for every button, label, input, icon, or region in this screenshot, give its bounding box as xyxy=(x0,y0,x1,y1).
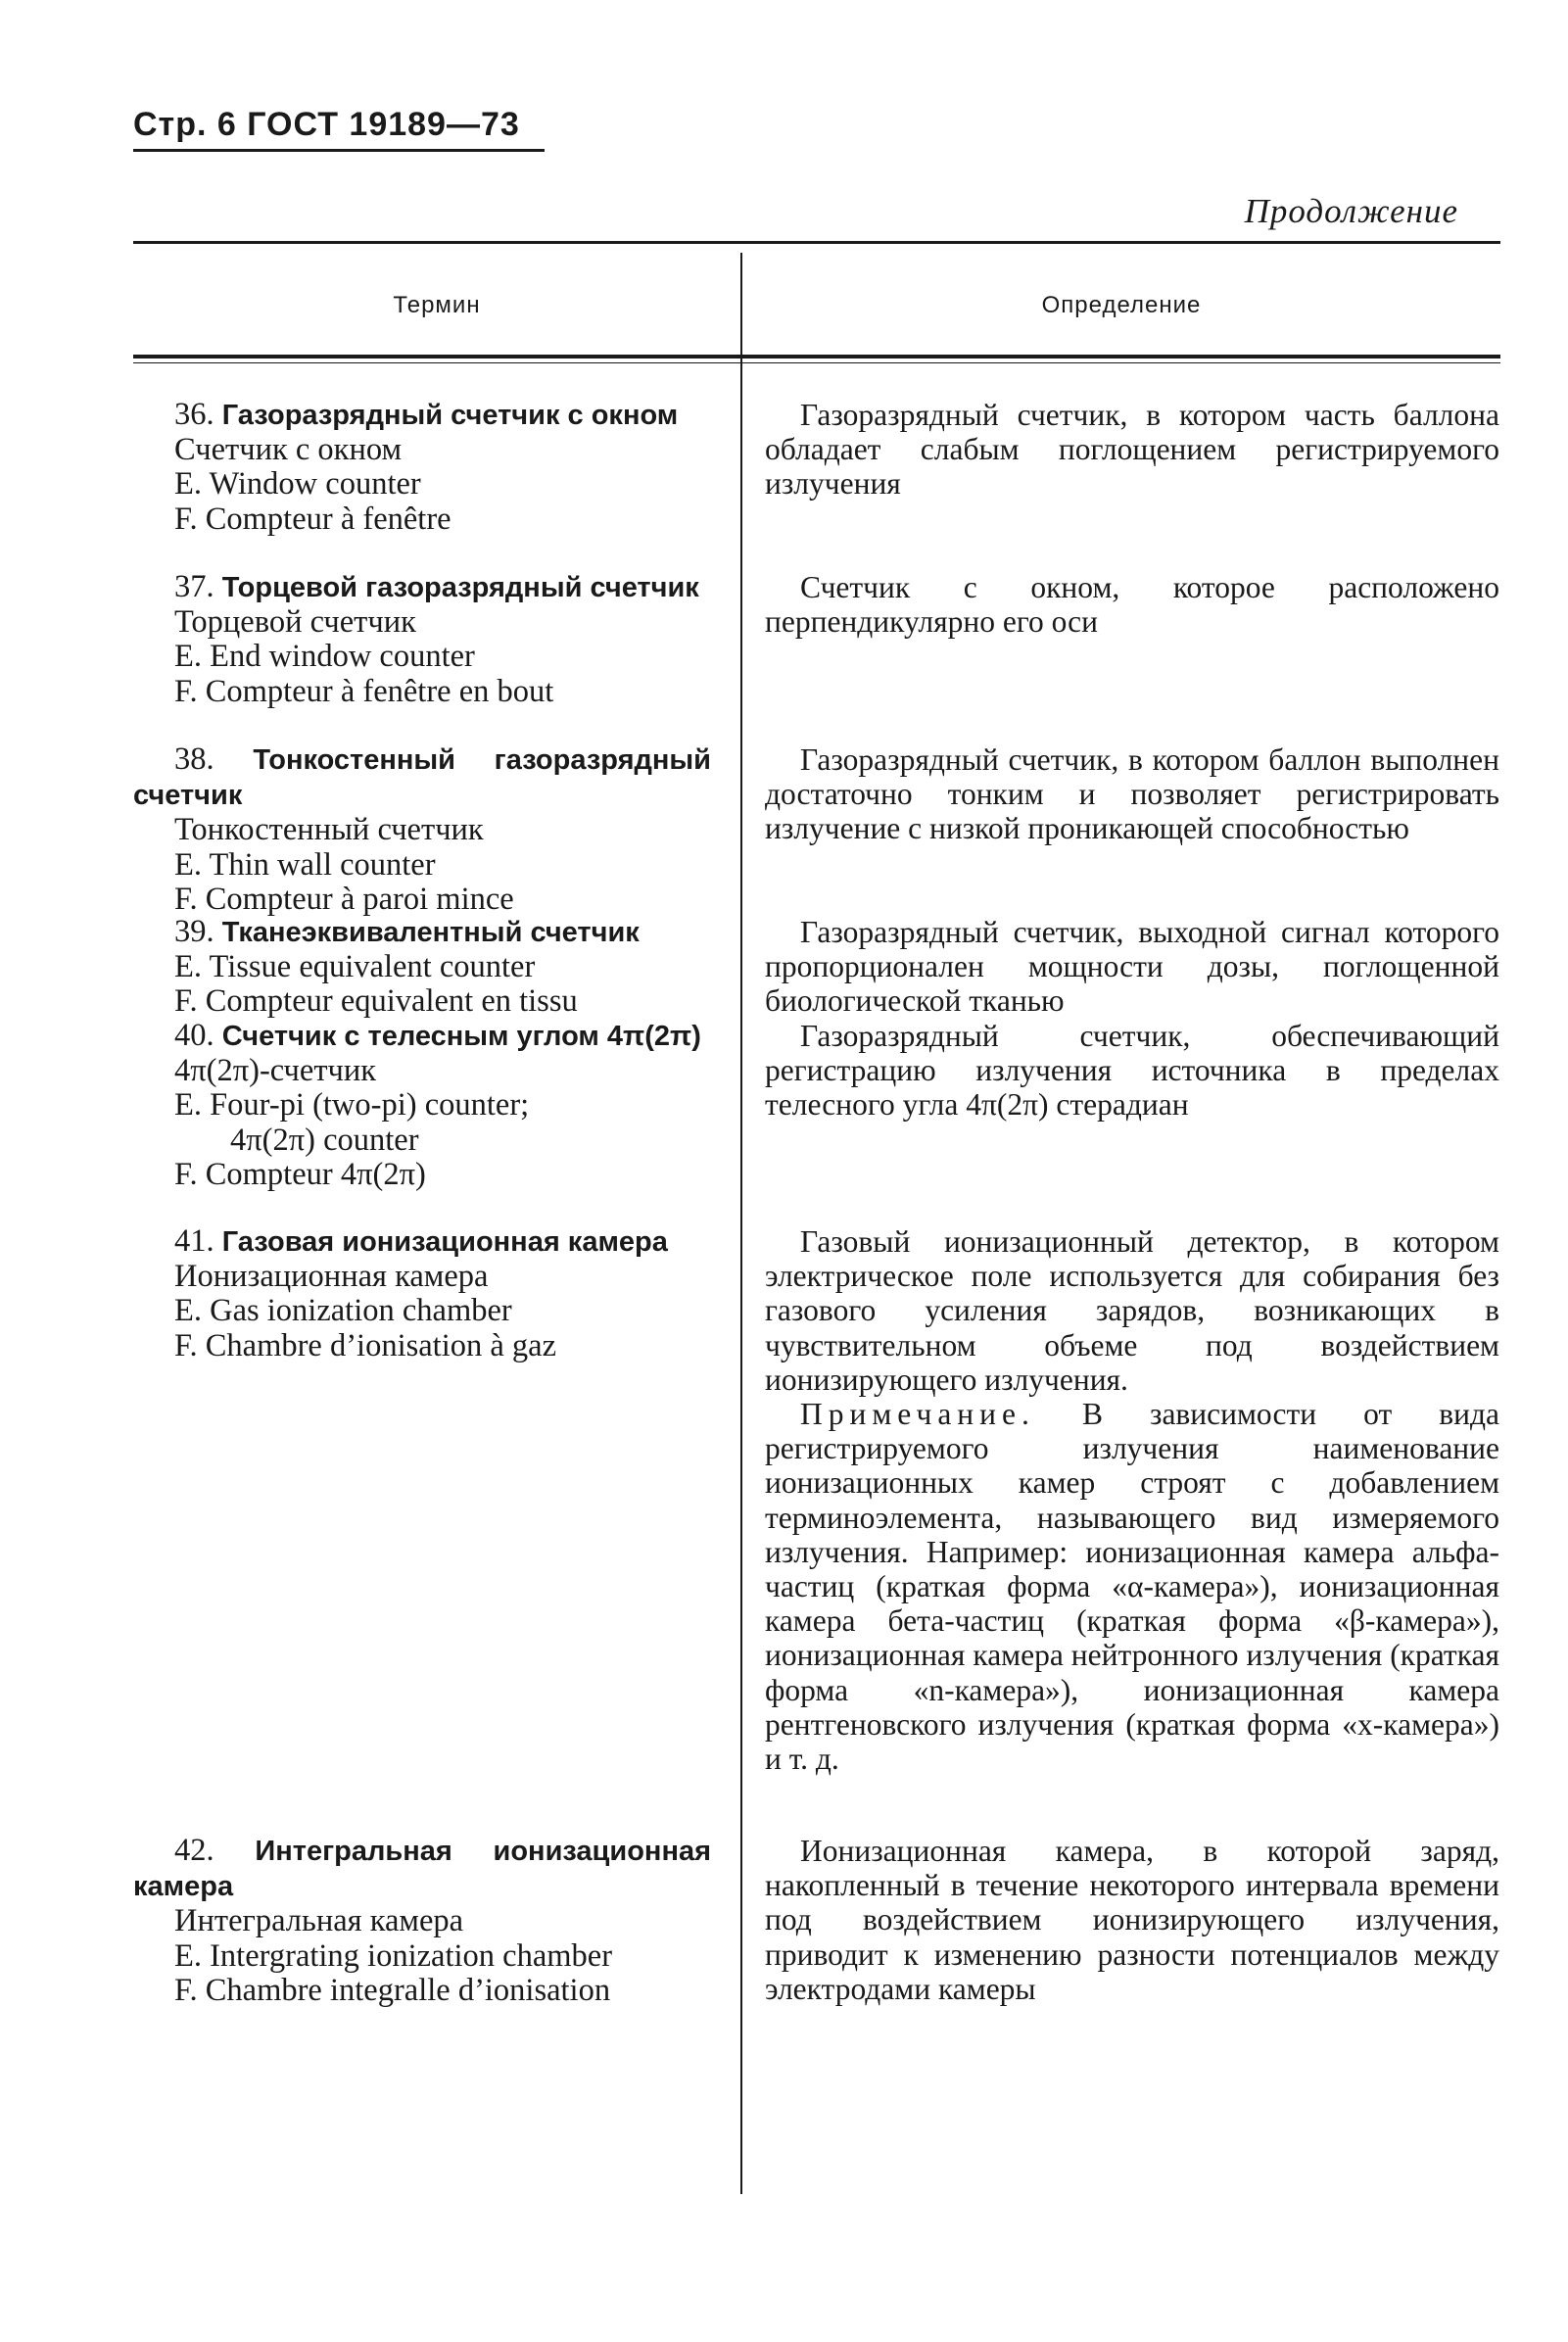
term-title: Газоразрядный счетчик с окном xyxy=(221,400,679,431)
definition-text: Газоразрядный счетчик, обеспечивающий регистрацию излучения источника в пределах телесного угла 4π(2π) стерадиан xyxy=(765,1019,1499,1123)
term-french: F. Chambre d’ionisation à gaz xyxy=(174,1327,557,1363)
term-english: E. End window counter xyxy=(174,639,475,675)
term-title: Тонкостенный газоразрядный счетчик xyxy=(133,744,712,812)
term-column xyxy=(133,398,711,2122)
page-header: Стр. 6 ГОСТ 19189—73 xyxy=(133,106,520,143)
term-heading: 42. Интегральная ионизационная камера xyxy=(133,1833,712,1903)
term-synonym: Интегральная камера xyxy=(174,1903,464,1939)
definition-note xyxy=(765,1397,1499,1776)
term-entry xyxy=(133,1834,711,2008)
term-entry xyxy=(133,398,711,537)
definition-text: Счетчик с окном, которое расположено перпендикулярно его оси xyxy=(765,570,1499,640)
term-english: E. Intergrating ionization chamber xyxy=(174,1937,613,1974)
term-title: Счетчик с телесным углом 4π(2π) xyxy=(221,1021,701,1052)
table-header-rule xyxy=(133,355,1500,358)
term-french: F. Chambre integralle d’ionisation xyxy=(174,1972,611,2008)
term-english: E. Four-pi (two-pi) counter; xyxy=(174,1087,530,1123)
term-heading: 36. Газоразрядный счетчик с окном xyxy=(174,397,679,432)
term-entry xyxy=(133,1019,711,1192)
column-divider xyxy=(740,253,742,2194)
term-heading: 41. Газовая ионизационная камера xyxy=(174,1223,668,1259)
term-english: E. Window counter xyxy=(174,466,421,502)
table-header-rule-thin xyxy=(133,362,1500,363)
term-synonym: Торцевой счетчик xyxy=(174,604,416,641)
term-english: E. Tissue equivalent counter xyxy=(174,949,536,985)
column-header-term: Термин xyxy=(393,292,481,318)
term-entry xyxy=(133,742,711,917)
term-french: F. Compteur à fenêtre en bout xyxy=(174,673,554,709)
term-heading: 39. Тканеэквивалентный счетчик xyxy=(174,914,640,949)
column-header-definition: Определение xyxy=(1041,292,1202,318)
term-french: F. Compteur equivalent en tissu xyxy=(174,983,578,1020)
continued-label: Продолжение xyxy=(1244,192,1458,230)
term-synonym: Счетчик с окном xyxy=(174,432,403,468)
term-entry xyxy=(133,915,711,1020)
note-text: В зависимости от вида регистрируемого излучения наименование ионизационных камер строят с добавлением терминоэлемента, называющего вид измеряемого излучения. Например: ионизационная камера альфа-частиц (краткая форма «α-камера»), ионизационная камера бета-частиц (краткая форма «β-камера»), ионизационная камера нейтронного излучения (краткая форма «n-камера»), ионизационная камера рентгеновского излучения (краткая форма «x-камера») и т. д. xyxy=(765,1397,1499,1777)
term-synonym: 4π(2π)-счетчик xyxy=(174,1053,377,1089)
header-rule xyxy=(133,149,545,152)
term-french: F. Compteur 4π(2π) xyxy=(174,1156,426,1192)
definition-text: Газоразрядный счетчик, выходной сигнал которого пропорционален мощности дозы, поглощенной биологической тканью xyxy=(765,915,1499,1019)
term-french: F. Compteur à paroi mince xyxy=(174,881,514,917)
term-title: Тканеэквивалентный счетчик xyxy=(221,917,640,948)
term-english: E. Gas ionization chamber xyxy=(174,1293,512,1329)
term-title: Газовая ионизационная камера xyxy=(221,1226,668,1258)
term-synonym: Тонкостенный счетчик xyxy=(174,812,484,848)
term-heading: 40. Счетчик с телесным углом 4π(2π) xyxy=(174,1018,701,1053)
term-title: Интегральная ионизационная камера xyxy=(133,1836,712,1903)
definition-text: Газоразрядный счетчик, в котором баллон выполнен достаточно тонким и позволяет регистрировать излучение с низкой проникающей способностью xyxy=(765,742,1499,846)
term-french: F. Compteur à fenêtre xyxy=(174,501,451,537)
note-label: Примечание. xyxy=(800,1397,1035,1432)
definition-text: Ионизационная камера, в которой заряд, накопленный в течение некоторого интервала времени под воздействием ионизирующего излучения, приводит к изменению разности потенциалов между электродами камеры xyxy=(765,1834,1499,2006)
term-entry xyxy=(133,570,711,709)
definition-column xyxy=(765,398,1499,2122)
term-entry xyxy=(133,1224,711,1363)
term-heading: 38. Тонкостенный газоразрядный счетчик xyxy=(133,741,712,812)
term-title: Торцевой газоразрядный счетчик xyxy=(221,572,699,603)
table-top-rule xyxy=(133,241,1500,244)
term-synonym: Ионизационная камера xyxy=(174,1259,489,1295)
term-heading: 37. Торцевой газоразрядный счетчик xyxy=(174,569,699,604)
term-english: E. Thin wall counter xyxy=(174,846,436,883)
definition-text: Газоразрядный счетчик, в котором часть баллона обладает слабым поглощением регистрируемого излучения xyxy=(765,398,1499,502)
term-english-continued: 4π(2π) counter xyxy=(230,1122,419,1158)
definition-text: Газовый ионизационный детектор, в котором электрическое поле используется для собирания без газового усиления зарядов, возникающих в чувствительном объеме под воздействием ионизирующего излучения. Примечание. В зависимости от вида регистрируемого излучения наименование ионизационных камер строят с добавлением терминоэлемента, называющего вид измеряемого излучения. Например: ионизационная камера альфа-частиц (краткая форма «α-камера»), ионизационная камера бета-частиц (краткая форма «β-камера»), ионизационная камера нейтронного излучения (краткая форма «n-камера»), ионизационная камера рентгеновского излучения (краткая форма «x-камера») и т. д. xyxy=(765,1224,1499,1777)
